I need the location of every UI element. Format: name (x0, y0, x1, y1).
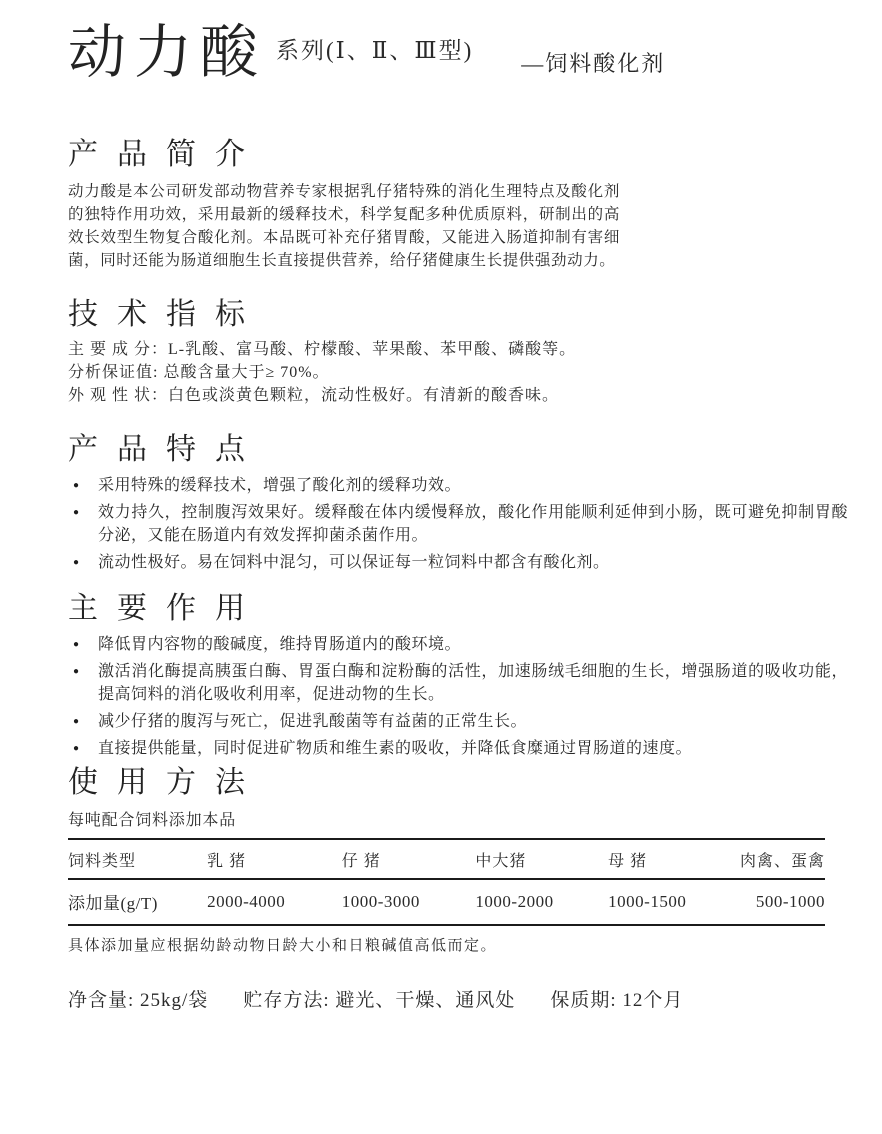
spec-lines (68, 338, 848, 407)
dosage-value: 500-1000 (755, 891, 825, 911)
intro-paragraph: 动力酸是本公司研发部动物营养专家根据乳仔猪特殊的消化生理特点及酸化剂的独特作用功效，采用最新的缓释技术，科学复配多种优质原料，研制出的高效长效型生物复合酸化剂。本品既可补充仔猪胃酸，又能进入肠道抑制有害细菌，同时还能为肠道细胞生长直接提供营养，给仔猪健康生长提供强劲动力。 (68, 183, 620, 269)
product-series-label: 系列(Ⅰ、Ⅱ、Ⅲ型) (276, 38, 474, 63)
dosage-note: 具体添加量应根据幼龄动物日龄大小和日粮碱值高低而定。 (68, 938, 498, 954)
function-item (68, 633, 848, 656)
dosage-col-header: 乳 猪 (207, 839, 342, 879)
storage-method-label: 贮存方法: 避光、干燥、通风处 (243, 990, 516, 1011)
product-name: 动力酸 (68, 20, 267, 85)
section-heading-features: 产品特点 (68, 433, 264, 466)
dosage-value: 2000-4000 (207, 891, 286, 911)
dosage-row-label: 添加量(g/T) (68, 894, 158, 913)
dosage-header-row (68, 839, 825, 879)
feature-text: 流动性极好。易在饲料中混匀，可以保证每一粒饲料中都含有酸化剂。 (98, 554, 610, 571)
section-heading-usage: 使用方法 (68, 766, 264, 799)
section-heading-functions: 主要作用 (68, 592, 264, 625)
net-content-label: 净含量: 25kg/袋 (68, 990, 209, 1011)
product-subtitle: —饲料酸化剂 (521, 51, 666, 76)
feature-item (68, 501, 848, 547)
function-text: 直接提供能量，同时促进矿物质和维生素的吸收，并降低食糜通过胃肠道的速度。 (98, 740, 693, 757)
usage-intro-note: 每吨配合饲料添加本品 (68, 812, 237, 829)
product-title-block (68, 22, 848, 92)
section-heading-specs: 技术指标 (68, 298, 264, 331)
functions-list (68, 633, 848, 760)
bullet-icon: ● (73, 507, 80, 518)
dosage-col-header: 中大猪 (475, 839, 608, 879)
package-info-row (68, 988, 848, 1013)
dosage-col-header: 肉禽、蛋禽 (740, 839, 825, 879)
shelf-life-label: 保质期: 12个月 (550, 990, 684, 1011)
bullet-icon: ● (73, 557, 80, 568)
bullet-icon: ● (73, 666, 80, 677)
bullet-icon: ● (73, 716, 80, 727)
bullet-icon: ● (73, 480, 80, 491)
spec-line-ingredients: 主 要 成 分：L-乳酸、富马酸、柠檬酸、苹果酸、苯甲酸、磷酸等。 (68, 341, 577, 358)
dosage-value: 1000-1500 (608, 891, 687, 911)
bullet-icon: ● (73, 743, 80, 754)
feature-item (68, 474, 848, 497)
function-text: 激活消化酶提高胰蛋白酶、胃蛋白酶和淀粉酶的活性，加速肠绒毛细胞的生长，增强肠道的吸收功能，提高饲料的消化吸收利用率，促进动物的生长。 (98, 663, 848, 703)
spec-line-guarantee: 分析保证值: 总酸含量大于≥ 70%。 (68, 364, 330, 381)
function-item (68, 660, 848, 706)
dosage-value: 1000-2000 (475, 891, 554, 911)
dosage-col-header: 仔 猪 (342, 839, 476, 879)
function-text: 降低胃内容物的酸碱度，维持胃肠道内的酸环境。 (98, 636, 462, 653)
function-item (68, 737, 848, 760)
dosage-value: 1000-3000 (341, 891, 420, 911)
dosage-col-header: 饲料类型 (68, 839, 207, 879)
feature-text: 采用特殊的缓释技术，增强了酸化剂的缓释功效。 (98, 477, 462, 494)
dosage-data-row (68, 879, 825, 925)
section-heading-intro: 产品简介 (68, 138, 264, 171)
function-item (68, 710, 848, 733)
feature-item (68, 551, 848, 574)
dosage-col-header: 母 猪 (608, 839, 740, 879)
spec-line-appearance: 外 观 性 状：白色或淡黄色颗粒，流动性极好。有清新的酸香味。 (68, 387, 560, 404)
function-text: 减少仔猪的腹泻与死亡，促进乳酸菌等有益菌的正常生长。 (98, 713, 528, 730)
bullet-icon: ● (73, 639, 80, 650)
feature-text: 效力持久，控制腹泻效果好。缓释酸在体内缓慢释放，酸化作用能顺利延伸到小肠，既可避免抑制胃酸分泌，又能在肠道内有效发挥抑菌杀菌作用。 (98, 504, 848, 544)
dosage-table (68, 838, 825, 926)
features-list (68, 474, 848, 574)
